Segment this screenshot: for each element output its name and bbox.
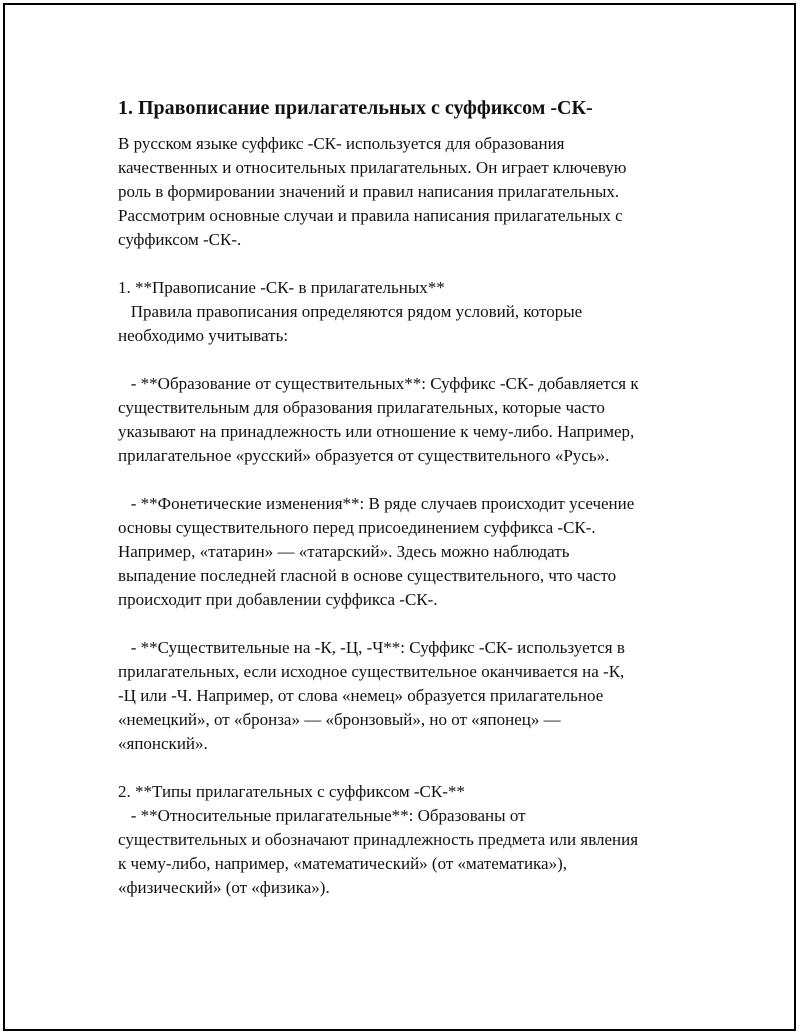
- text-line: «физический» (от «физика»).: [118, 878, 330, 897]
- text-line: Правила правописания определяются рядом условий, которые: [118, 302, 583, 321]
- blank-line: [118, 468, 718, 492]
- text-line: 2. **Типы прилагательных с суффиксом -СК-**: [118, 782, 465, 801]
- blank-line: [118, 348, 718, 372]
- text-line: 1. **Правописание -СК- в прилагательных**: [118, 278, 445, 297]
- text-line: существительных и обозначают принадлежность предмета или явления: [118, 830, 639, 849]
- text-line: Рассмотрим основные случаи и правила написания прилагательных с: [118, 206, 623, 225]
- text-line: Например, «татарин» — «татарский». Здесь можно наблюдать: [118, 542, 570, 561]
- blank-line: [118, 612, 718, 636]
- text-line: указывают на принадлежность или отношение к чему-либо. Например,: [118, 422, 635, 441]
- text-line: к чему-либо, например, «математический» (от «математика»),: [118, 854, 568, 873]
- document-heading: 1. Правописание прилагательных с суффиксом -СК-: [118, 97, 593, 119]
- text-line: «немецкий», от «бронза» — «бронзовый», но от «японец» —: [118, 710, 561, 729]
- text-line: -Ц или -Ч. Например, от слова «немец» образуется прилагательное: [118, 686, 604, 705]
- text-line: качественных и относительных прилагательных. Он играет ключевую: [118, 158, 627, 177]
- text-line: происходит при добавлении суффикса -СК-.: [118, 590, 438, 609]
- text-line: - **Относительные прилагательные**: Образованы от: [118, 806, 526, 825]
- text-line: основы существительного перед присоединением суффикса -СК-.: [118, 518, 596, 537]
- text-line: - **Фонетические изменения**: В ряде случаев происходит усечение: [118, 494, 635, 513]
- text-line: В русском языке суффикс -СК- используется для образования: [118, 134, 565, 153]
- blank-line: [118, 756, 718, 780]
- text-line: - **Образование от существительных**: Суффикс -СК- добавляется к: [118, 374, 639, 393]
- text-line: существительным для образования прилагательных, которые часто: [118, 398, 605, 417]
- text-line: - **Существительные на -К, -Ц, -Ч**: Суффикс -СК- используется в: [118, 638, 625, 657]
- text-line: прилагательное «русский» образуется от существительного «Русь».: [118, 446, 610, 465]
- text-line: суффиксом -СК-.: [118, 230, 242, 249]
- text-line: выпадение последней гласной в основе существительного, что часто: [118, 566, 617, 585]
- document-body: [118, 95, 718, 900]
- text-line: прилагательных, если исходное существительное оканчивается на -К,: [118, 662, 625, 681]
- blank-line: [118, 252, 718, 276]
- text-line: необходимо учитывать:: [118, 326, 289, 345]
- document-text: [118, 132, 718, 900]
- text-line: роль в формировании значений и правил написания прилагательных.: [118, 182, 620, 201]
- text-line: «японский».: [118, 734, 208, 753]
